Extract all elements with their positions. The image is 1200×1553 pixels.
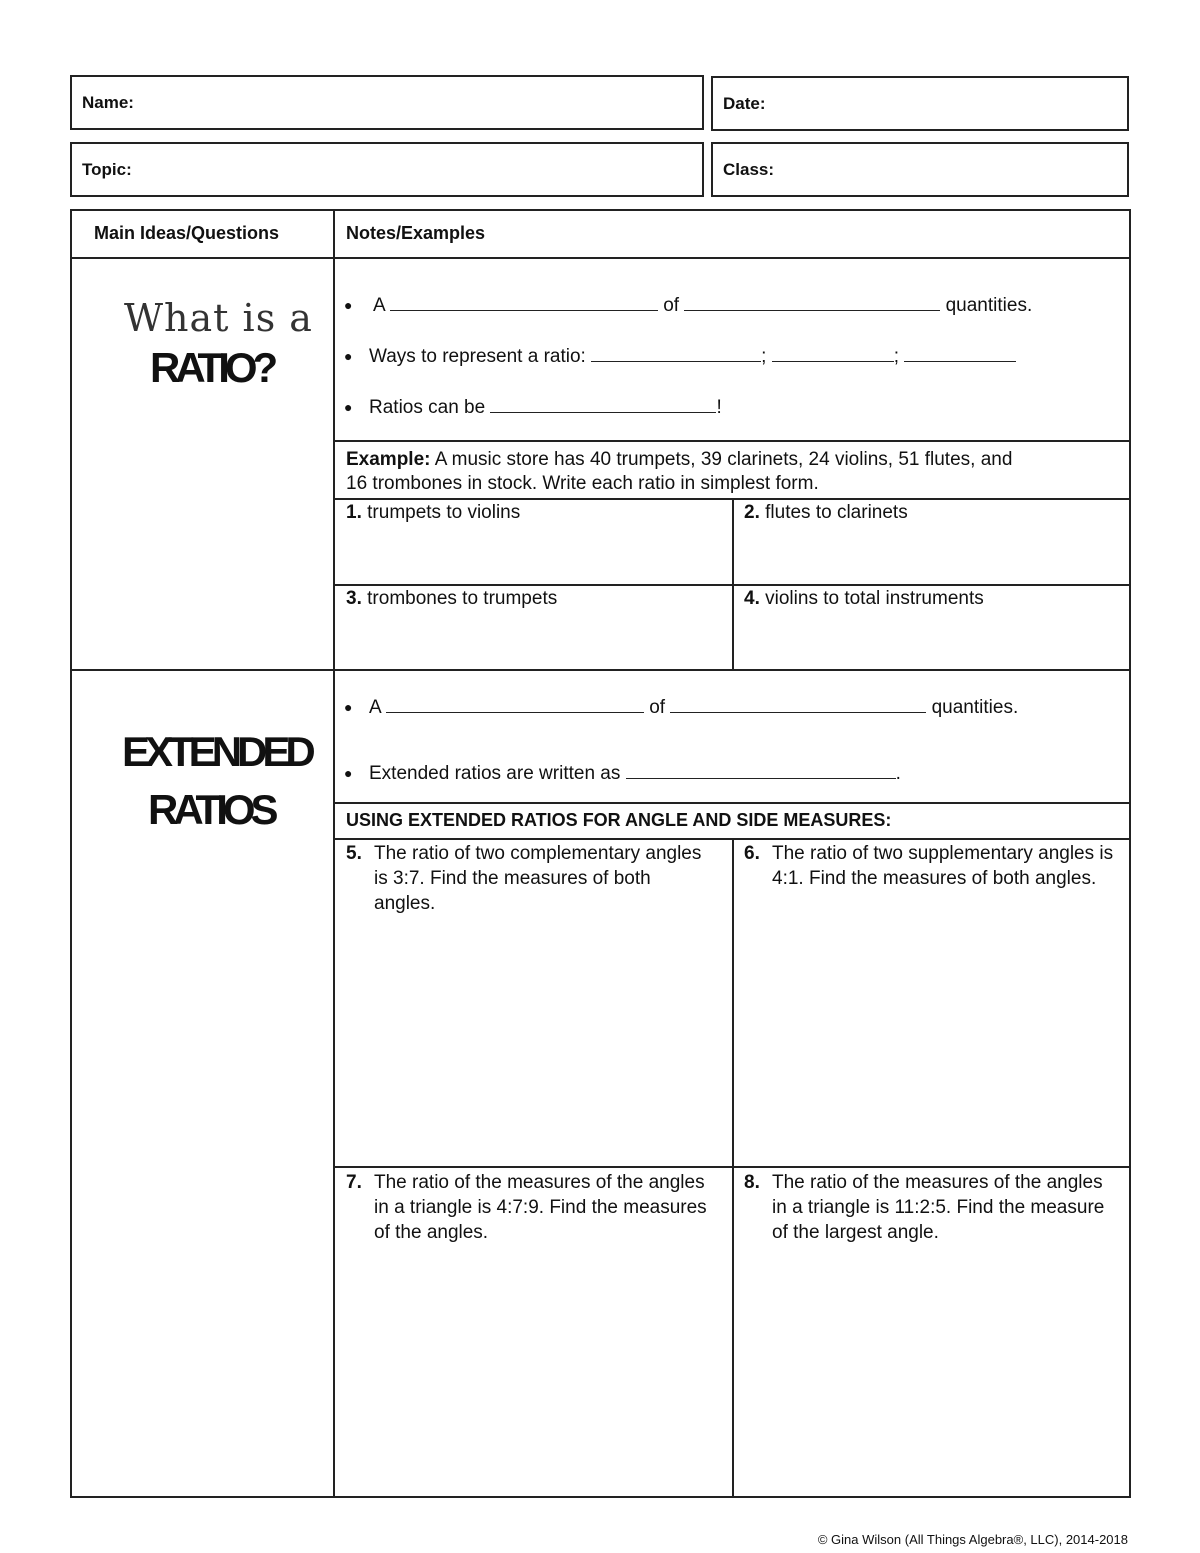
problem-4-text: violins to total instruments [765,588,984,609]
section1-title-line2: RATIO? [150,344,274,391]
problem-4[interactable] [744,588,984,610]
blank-line[interactable] [626,760,896,779]
name-label: Name: [82,92,134,112]
problem-1-num: 1. [346,502,362,523]
subheading-top-divider [333,802,1131,804]
s2-b1-end: quantities. [931,697,1019,718]
problem-5[interactable] [346,841,716,916]
problem-5-text: The ratio of two complementary angles is 3:7. Find the measures of both angles. [374,843,702,914]
problem-8[interactable] [744,1170,1122,1245]
date-label: Date: [723,93,766,113]
example-top-divider [333,440,1131,442]
s2-b1-start: A [369,697,381,718]
name-field[interactable] [70,75,704,130]
blank-line[interactable] [490,394,716,413]
topic-field[interactable] [70,142,704,197]
section2-bullet1 [369,694,1018,719]
problem-3[interactable] [346,588,557,610]
s1-b3-end: ! [716,397,722,418]
bullet-icon: ● [344,765,353,781]
header-row-divider [70,257,1131,259]
extended-mid-divider [732,838,734,1498]
problem-1[interactable] [346,502,520,524]
problem-6-text: The ratio of two supplementary angles is 4:1. Find the measures of both angles. [772,843,1114,889]
example-line1: A music store has 40 trumpets, 39 clarinets, 24 violins, 51 flutes, and [434,449,1013,470]
notes-examples-header: Notes/Examples [346,223,486,243]
problem-2-text: flutes to clarinets [765,502,908,523]
bullet-icon: ● [344,348,353,364]
problem-2[interactable] [744,502,908,524]
blank-line[interactable] [386,694,644,713]
example-line2: 16 trombones in stock. Write each ratio in simplest form. [346,473,819,494]
section2-title-line2: RATIOS [148,786,274,833]
problem-7-text: The ratio of the measures of the angles in a triangle is 4:7:9. Find the measures of the angles. [374,1172,707,1243]
column-divider [333,209,335,1498]
s1-b1-end: quantities. [945,295,1033,316]
main-ideas-header: Main Ideas/Questions [94,223,280,243]
s1-b2-sep2: ; [893,346,899,367]
problem-7[interactable] [346,1170,716,1245]
problem-1-text: trumpets to violins [367,502,521,523]
problem-8-num: 8. [744,1172,760,1193]
s2-b2-end: . [895,763,901,784]
class-field[interactable] [711,142,1129,197]
bullet-icon: ● [344,699,353,715]
problem-2-num: 2. [744,502,760,523]
blank-line[interactable] [684,292,940,311]
problem-8-text: The ratio of the measures of the angles in a triangle is 11:2:5. Find the measure of the largest angle. [772,1172,1105,1243]
s1-b2-start: Ways to represent a ratio: [369,346,586,367]
blank-line[interactable] [670,694,926,713]
s2-b1-mid: of [649,697,666,718]
s1-b2-sep1: ; [761,346,767,367]
section2-title-line1: EXTENDED [122,728,311,775]
s1-b3-start: Ratios can be [369,397,486,418]
extended-row-divider [333,1166,1131,1168]
bullet-icon: ● [344,399,353,415]
section1-bullet1 [373,292,1032,317]
section2-bullet2 [369,760,901,785]
problem-4-num: 4. [744,588,760,609]
example-label: Example: [346,449,431,470]
topic-label: Topic: [82,159,132,179]
extended-subheading: USING EXTENDED RATIOS FOR ANGLE AND SIDE MEASURES: [346,810,892,830]
problem-7-num: 7. [346,1172,362,1193]
bullet-icon: ● [344,297,353,313]
problem-3-text: trombones to trumpets [367,588,558,609]
problem-5-num: 5. [346,843,362,864]
section1-bullet3 [369,394,722,419]
problem-3-num: 3. [346,588,362,609]
blank-line[interactable] [591,343,761,362]
blank-line[interactable] [904,343,1016,362]
blank-line[interactable] [390,292,658,311]
class-label: Class: [723,159,775,179]
copyright-footer: © Gina Wilson (All Things Algebra®, LLC), 2014-2018 [817,1532,1128,1547]
blank-line[interactable] [772,343,894,362]
section1-bullet2 [369,343,1016,368]
section1-title-line1: What is a [124,296,313,340]
problem-6[interactable] [744,841,1122,891]
date-field[interactable] [711,76,1129,131]
problems-row-divider [333,584,1131,586]
problem-6-num: 6. [744,843,760,864]
s1-b1-mid: of [663,295,680,316]
section-divider [70,669,1131,671]
s1-b1-start: A [373,295,385,316]
example-text [346,448,1012,496]
s2-b2-start: Extended ratios are written as [369,763,621,784]
